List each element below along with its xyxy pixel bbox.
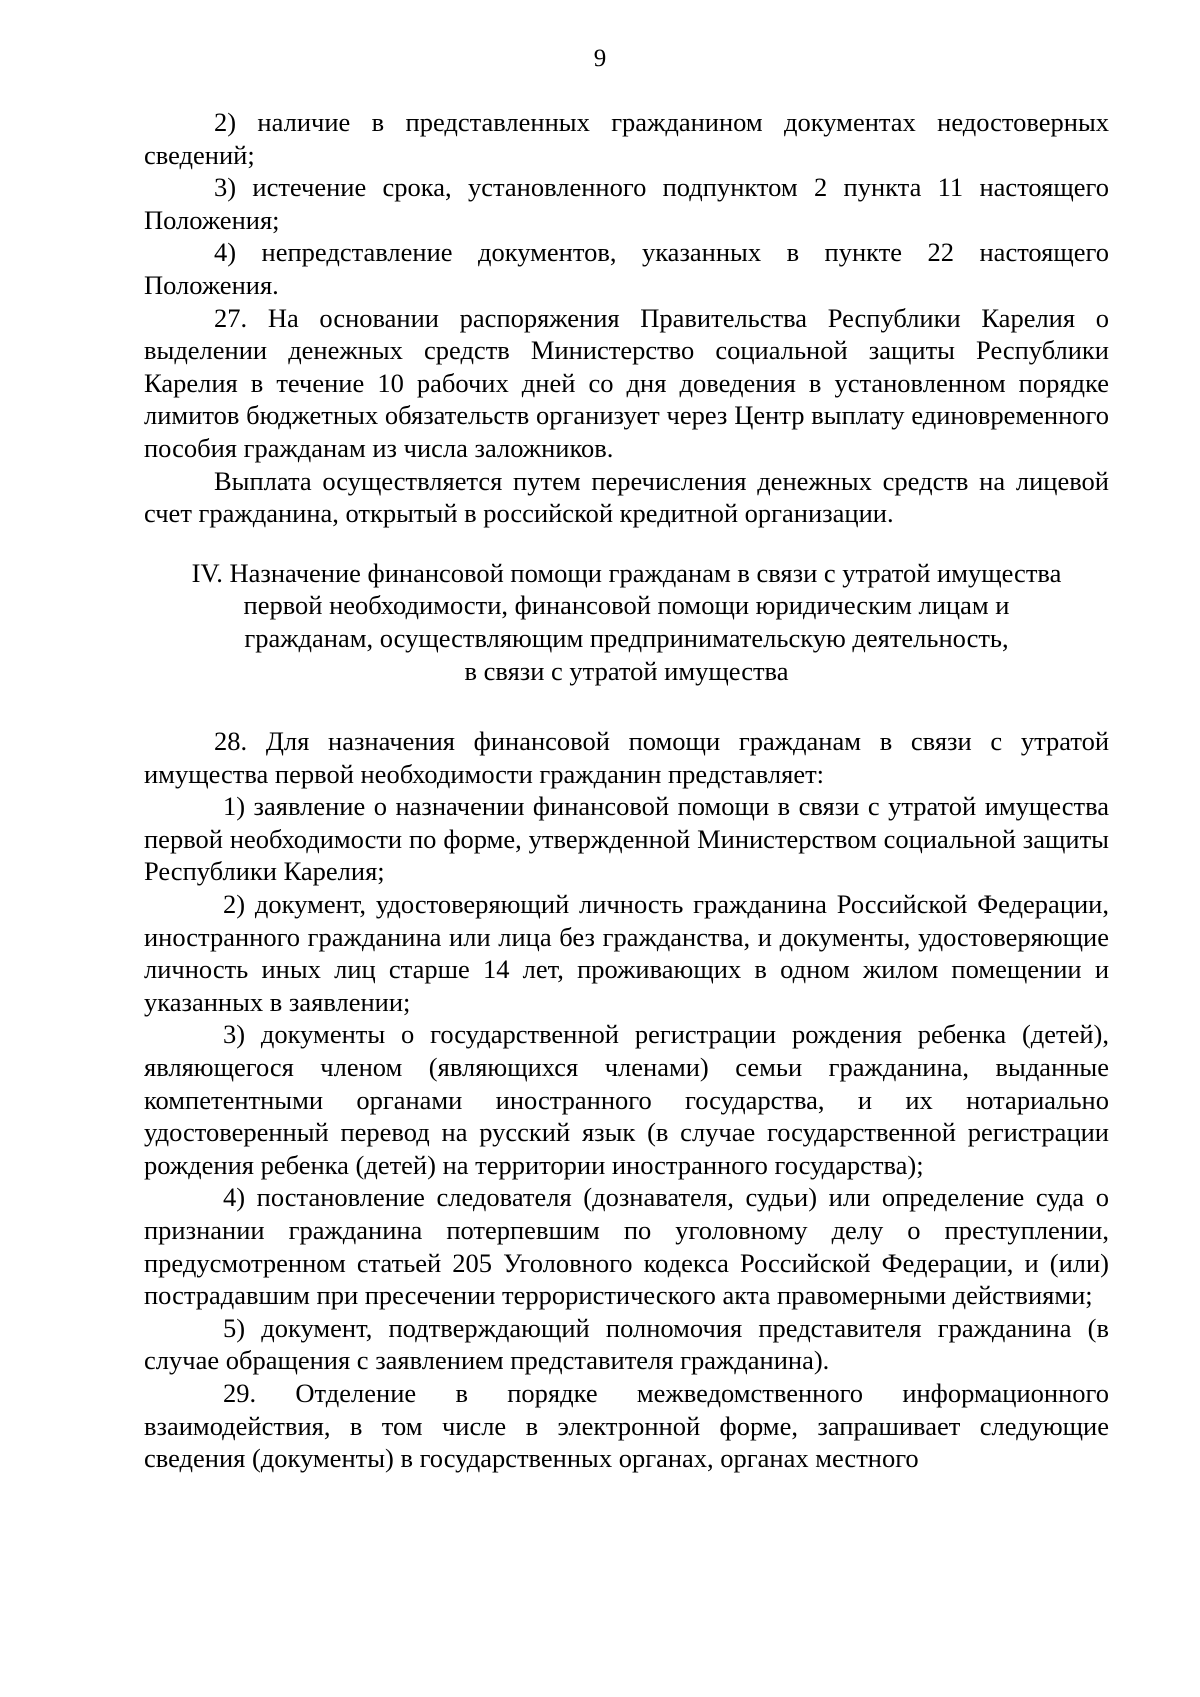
paragraph-item-5: 5) документ, подтверждающий полномочия представителя гражданина (в случае обращения с заявлением представителя гражданина). — [144, 1312, 1109, 1376]
paragraph-clause-29: 29. Отделение в порядке межведомственного информационного взаимодействия, в том числе в электронной форме, запрашивает следующие сведения (документы) в государственных органах, органах местного — [144, 1377, 1109, 1474]
page-number: 9 — [593, 45, 607, 72]
document-body — [144, 106, 1109, 1475]
paragraph-clause-28: 28. Для назначения финансовой помощи гражданам в связи с утратой имущества первой необходимости гражданин представляет: — [144, 726, 1109, 789]
paragraph-item-4: 4) непредставление документов, указанных в пункте 22 настоящего Положения. — [144, 237, 1109, 300]
paragraph-item-4: 4) постановление следователя (дознавателя, судьи) или определение суда о признании гражданина потерпевшим по уголовному делу о преступлении, предусмотренном статьей 205 Уголовного кодекса Российской Федерации, и (или) пострадавшим при пресечении террористического акта правомерными действиями; — [144, 1182, 1109, 1311]
paragraph-item-3: 3) документы о государственной регистрации рождения ребенка (детей), являющегося членом (являющихся членами) семьи гражданина, выданные компетентными органами иностранного государства, и их нотариально удостоверенный перевод на русский язык (в случае государственной регистрации рождения ребенка (детей) на территории иностранного государства); — [144, 1019, 1109, 1180]
section-heading-line: IV. Назначение финансовой помощи гражданам в связи с утратой имущества — [191, 557, 1062, 588]
section-heading-iv — [144, 557, 1109, 687]
paragraph-item-3: 3) истечение срока, установленного подпунктом 2 пункта 11 настоящего Положения; — [144, 172, 1109, 235]
paragraph-item-2: 2) наличие в представленных гражданином документах недостоверных сведений; — [144, 107, 1109, 170]
paragraph-item-1: 1) заявление о назначении финансовой помощи в связи с утратой имущества первой необходимости по форме, утвержденной Министерством социальной защиты Республики Карелия; — [144, 791, 1109, 887]
section-heading-line: в связи с утратой имущества — [464, 655, 789, 686]
section-heading-line: гражданам, осуществляющим предпринимательскую деятельность, — [244, 622, 1009, 653]
paragraph-item-2: 2) документ, удостоверяющий личность гражданина Российской Федерации, иностранного гражданина или лица без гражданства, и документы, удостоверяющие личность иных лиц старше 14 лет, проживающих в одном жилом помещении и указанных в заявлении; — [144, 889, 1109, 1017]
paragraph-clause-27: 27. На основании распоряжения Правительства Республики Карелия о выделении денежных средств Министерство социальной защиты Республики Карелия в течение 10 рабочих дней со дня доведения в установленном порядке лимитов бюджетных обязательств организует через Центр выплату единовременного пособия гражданам из числа заложников. — [144, 302, 1109, 463]
section-heading-line: первой необходимости, финансовой помощи юридическим лицам и — [243, 590, 1010, 621]
paragraph-payment: Выплата осуществляется путем перечисления денежных средств на лицевой счет гражданина, открытый в российской кредитной организации. — [144, 465, 1109, 529]
